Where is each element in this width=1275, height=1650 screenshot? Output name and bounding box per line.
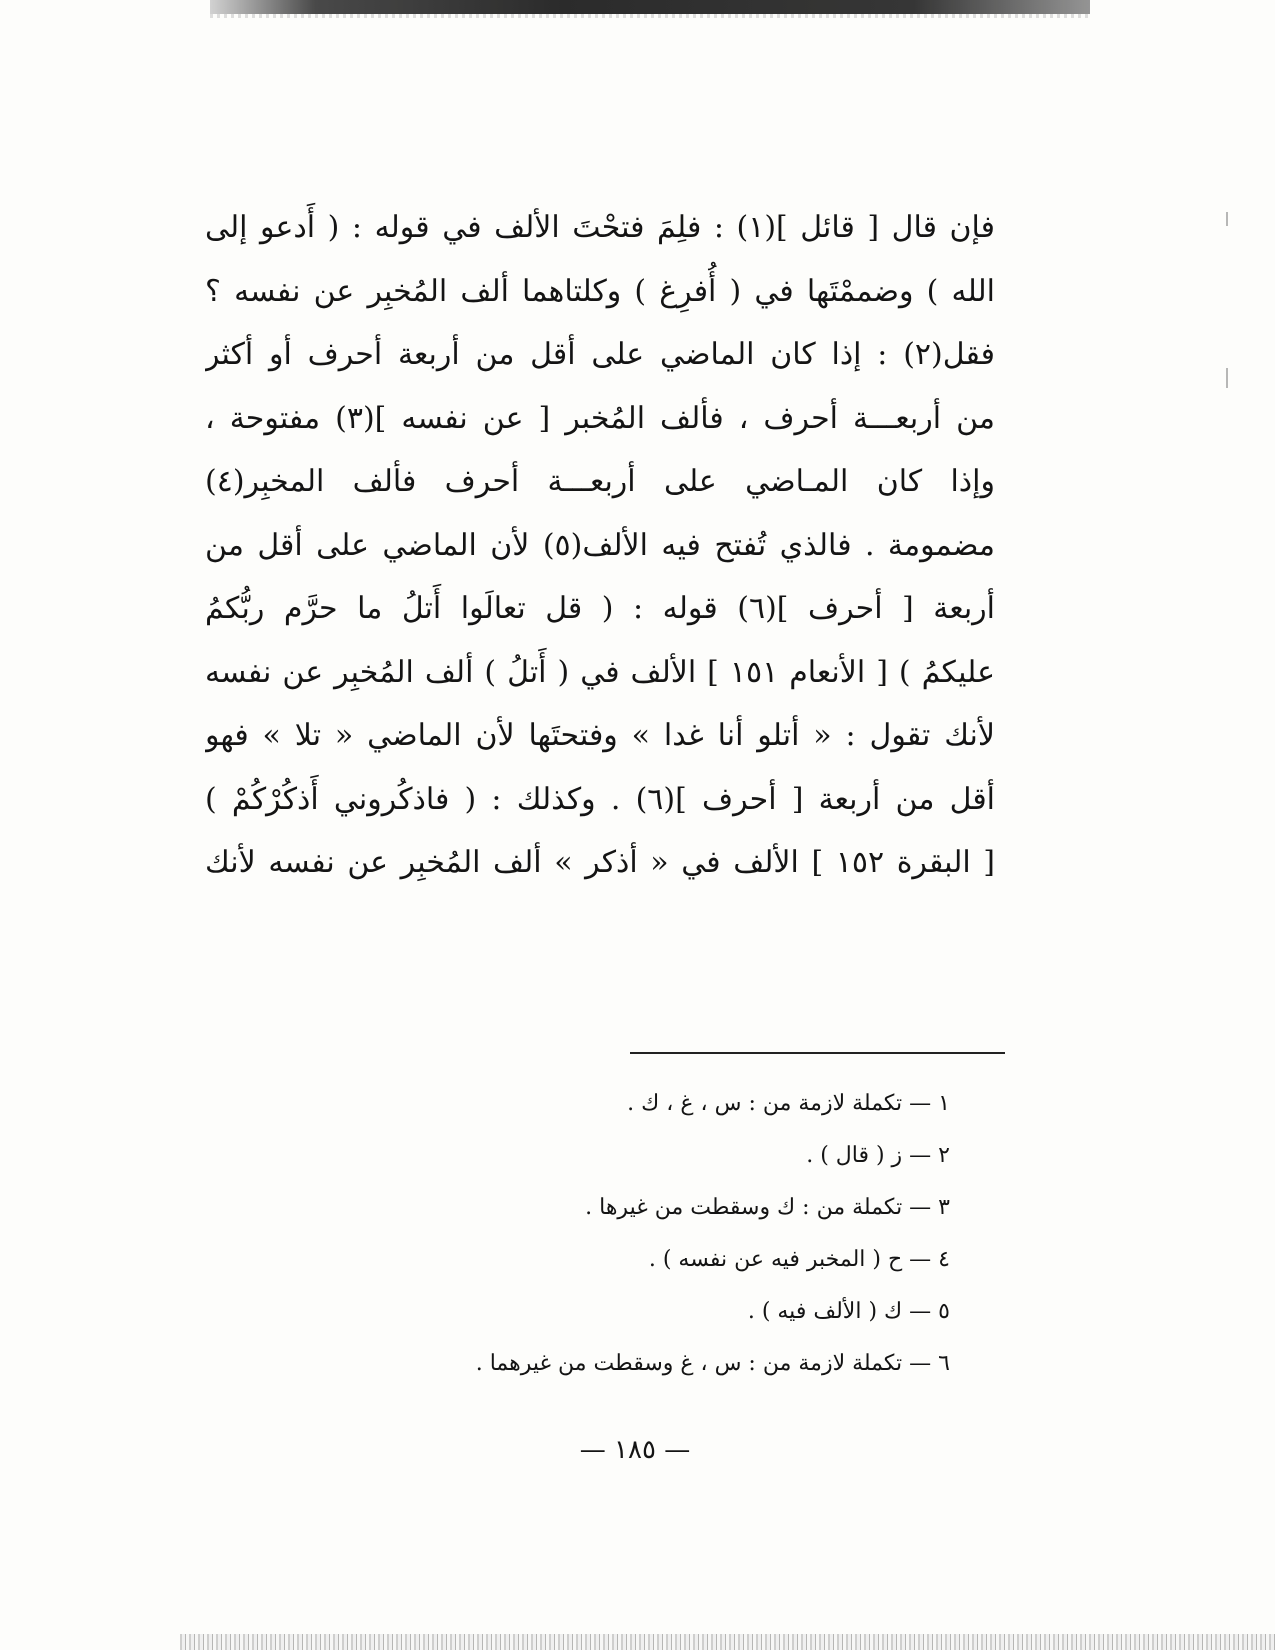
footnotes-list: [360, 1078, 950, 1390]
text-line: فقل(٢) : إذا كان الماضي على أقل من أربعة أحرف أو أكثر: [205, 337, 995, 372]
text-line: أربعة [ أحرف ](٦) قوله : ( قل تعالَوا أَتلُ ما حرَّم ربُّكمُ: [205, 591, 995, 626]
text-line: [ البقرة ١٥٢ ] الألف في « أذكر » ألف المُخبِر عن نفسه لأنك: [205, 845, 995, 880]
scan-edge-bottom: [180, 1634, 1275, 1650]
footnote: ٦ — تكملة لازمة من : س ، غ وسقطت من غيرهما .: [475, 1351, 950, 1376]
page-number: — ١٨٥ —: [579, 1435, 691, 1465]
footnote: ٥ — ك ( الألف فيه ) .: [747, 1299, 950, 1324]
scan-edge-top: [210, 0, 1090, 14]
margin-mark: [1226, 368, 1228, 388]
text-line: الله ) وضممْتَها في ( أُفرِغ ) وكلتاهما ألف المُخبِر عن نفسه ؟: [205, 273, 995, 309]
margin-mark: [1226, 212, 1228, 226]
text-line: عليكمُ ) [ الأنعام ١٥١ ] الألف في ( أَتلُ ) ألف المُخبِر عن نفسه: [205, 654, 995, 690]
text-line: من أربعـــة أحرف ، فألف المُخبر [ عن نفسه ](٣) مفتوحة ،: [205, 400, 995, 436]
text-line: فإن قال [ قائل ](١) : فلِمَ فتحْتَ الألف في قوله : ( أَدعو إلى: [205, 210, 995, 245]
footnote: ٤ — ح ( المخبر فيه عن نفسه ) .: [648, 1247, 950, 1272]
text-line: أقل من أربعة [ أحرف ](٦) . وكذلك : ( فاذكُروني أَذكُرْكُمْ ): [205, 781, 995, 817]
footnote-separator: [630, 1052, 1005, 1054]
text-line: مضمومة . فالذي تُفتح فيه الألف(٥) لأن الماضي على أقل من: [205, 527, 995, 563]
text-line: لأنك تقول : « أتلو أنا غدا » وفتحتَها لأن الماضي « تلا » فهو: [205, 718, 995, 753]
body-text: [205, 196, 995, 895]
footnote: ٢ — ز ( قال ) .: [806, 1143, 950, 1168]
footnote: ٣ — تكملة من : ك وسقطت من غيرها .: [585, 1195, 950, 1220]
footnote: ١ — تكملة لازمة من : س ، غ ، ك .: [627, 1091, 950, 1116]
text-line: وإذا كان المـاضي على أربعـــة أحرف فألف المخبِر(٤): [205, 464, 995, 499]
